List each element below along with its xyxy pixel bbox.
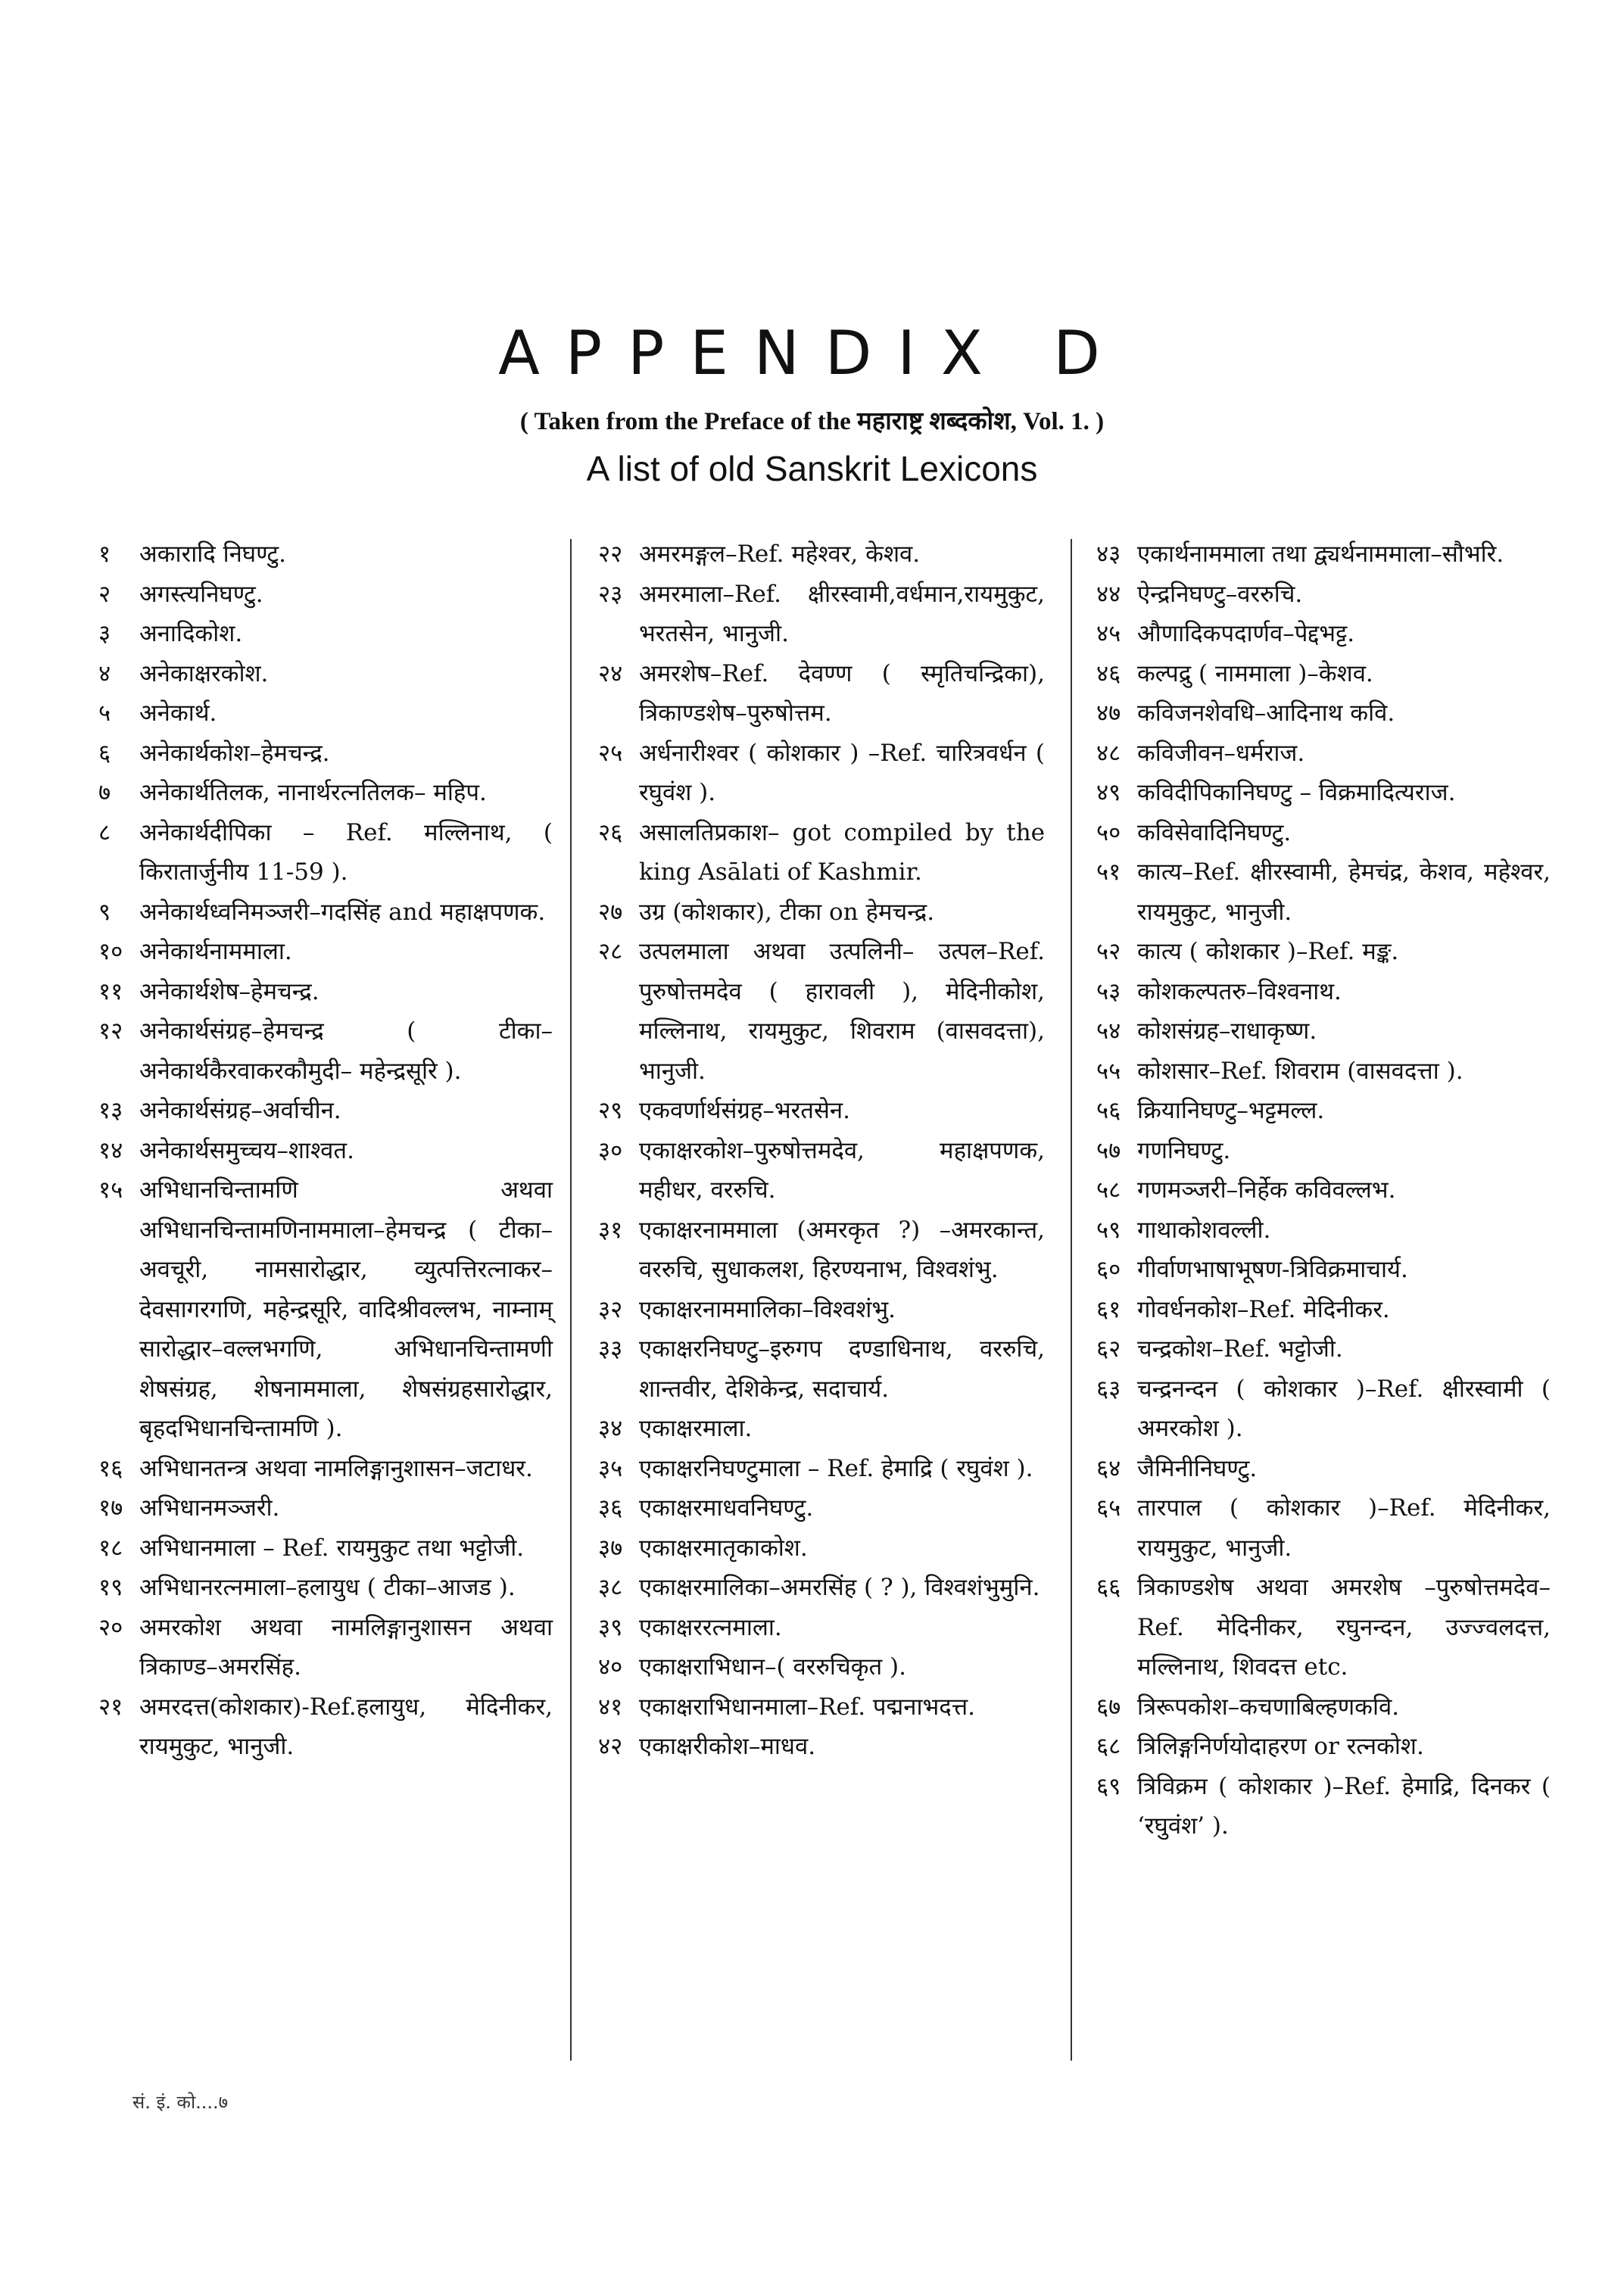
entry-text: गणमञ्जरी–निर्हेक कविवल्लभ. <box>1137 1176 1396 1204</box>
lexicon-entry <box>598 1488 1045 1528</box>
entry-number: ८ <box>98 818 111 846</box>
lexicon-entry <box>598 1608 1045 1648</box>
lexicon-entry <box>98 1011 553 1091</box>
entry-text: अकारादि निघण्टु. <box>139 541 286 568</box>
entry-text: अनेकाक्षरकोश. <box>139 659 269 687</box>
entry-number: ४५ <box>1096 620 1121 647</box>
entry-number: १६ <box>98 1454 123 1482</box>
entry-text: त्रिलिङ्गनिर्णयोदाहरण or रत्नकोश. <box>1137 1733 1424 1760</box>
lexicon-entry <box>1096 972 1551 1012</box>
entry-number: ५५ <box>1096 1057 1121 1085</box>
lexicon-entry <box>98 1608 553 1687</box>
lexicon-entry <box>1096 852 1551 932</box>
lexicon-entry <box>598 1290 1045 1330</box>
entry-number: ४८ <box>1096 739 1121 767</box>
lexicon-entry <box>598 932 1045 1091</box>
lexicon-entry <box>1096 1329 1551 1369</box>
entry-number: १८ <box>98 1534 123 1562</box>
lexicon-entry <box>1096 932 1551 972</box>
lexicon-entry <box>1096 1091 1551 1131</box>
entry-text: एकाक्षररत्नमाला. <box>639 1613 782 1641</box>
lexicon-entry <box>598 1727 1045 1767</box>
entry-number: ३२ <box>598 1295 623 1323</box>
entry-text: अमरदत्त(कोशकार)-Ref.हलायुध, मेदिनीकर, रायमुकुट, भानुजी. <box>139 1693 553 1760</box>
entry-number: १९ <box>98 1574 123 1601</box>
lexicon-entry <box>598 734 1045 813</box>
entry-number: ४० <box>598 1653 623 1681</box>
entry-text: उग्र (कोशकार), टीका on हेमचन्द्र. <box>639 898 935 926</box>
entry-number: २६ <box>598 818 623 846</box>
lexicon-entry <box>598 1329 1045 1409</box>
entry-text: एकाक्षरनिघण्टु–इरुगप दण्डाधिनाथ, वररुचि, शान्तवीर, देशिकेन्द्र, सदाचार्य. <box>639 1335 1045 1403</box>
entry-number: ४९ <box>1096 779 1121 806</box>
entry-text: कोशसार–Ref. शिवराम (वासवदत्ता ). <box>1137 1057 1463 1085</box>
entry-text: अनेकार्थसंग्रह–हेमचन्द्र ( टीका– अनेकार्थकैरवाकरकौमुदी– महेन्द्रसूरि ). <box>139 1017 553 1085</box>
lexicon-entry <box>1096 1250 1551 1290</box>
entry-text: अनेकार्थसंग्रह–अर्वाचीन. <box>139 1097 341 1124</box>
entry-text: गाथाकोशवल्ली. <box>1137 1216 1271 1244</box>
entry-text: एकवर्णार्थसंग्रह–भरतसेन. <box>639 1097 850 1124</box>
entry-text: तारपाल ( कोशकार )–Ref. मेदिनीकर, रायमुकुट, भानुजी. <box>1137 1494 1551 1562</box>
entry-text: अनेकार्थदीपिका – Ref. मल्लिनाथ, ( किरातार्जुनीय 11-59 ). <box>139 818 553 886</box>
entry-number: ३० <box>598 1136 623 1164</box>
column-divider <box>570 539 572 2061</box>
lexicon-entry <box>598 1528 1045 1569</box>
entry-text: त्रिरूपकोश–कचणाबिल्हणकवि. <box>1137 1693 1400 1721</box>
entry-number: ९ <box>98 898 111 926</box>
entry-number: ५९ <box>1096 1216 1121 1244</box>
lexicon-entry <box>98 734 553 774</box>
column-divider <box>1071 539 1072 2061</box>
entry-text: कोशसंग्रह–राधाकृष्ण. <box>1137 1017 1317 1045</box>
entry-number: ५८ <box>1096 1176 1121 1204</box>
lexicon-entry <box>598 534 1045 575</box>
lexicon-column-2 <box>598 534 1045 1767</box>
entry-number: ३ <box>98 620 111 647</box>
entry-number: ५१ <box>1096 858 1121 886</box>
list-heading: A list of old Sanskrit Lexicons <box>586 449 1038 488</box>
entry-text: कात्य ( कोशकार )–Ref. मङ्क. <box>1137 938 1399 965</box>
lexicon-entry <box>598 1091 1045 1131</box>
lexicon-entry <box>1096 614 1551 654</box>
lexicon-entry <box>98 1091 553 1131</box>
entry-text: कविजीवन–धर्मराज. <box>1137 739 1305 767</box>
lexicon-entry <box>98 534 553 575</box>
lexicon-entry <box>1096 1449 1551 1489</box>
entry-text: अनेकार्थसमुच्चय–शाश्वत. <box>139 1136 354 1164</box>
entry-number: ५३ <box>1096 977 1121 1005</box>
lexicon-entry <box>598 575 1045 654</box>
entry-text: गणनिघण्टु. <box>1137 1136 1231 1164</box>
entry-number: ६ <box>98 739 111 767</box>
entry-text: अनेकार्थशेष–हेमचन्द्र. <box>139 977 320 1005</box>
lexicon-entry <box>98 972 553 1012</box>
entry-number: २८ <box>598 938 623 965</box>
entry-text: एकाक्षराभिधानमाला–Ref. पद्मनाभदत्त. <box>639 1693 976 1721</box>
lexicon-entry <box>1096 575 1551 615</box>
entry-number: ५० <box>1096 818 1121 846</box>
lexicon-entry <box>598 654 1045 734</box>
entry-text: उत्पलमाला अथवा उत्पलिनी– उत्पल–Ref. पुरुषोत्तमदेव ( हारावली ), मेदिनीकोश, मल्लिनाथ, रायमुकुट, शिवराम (वासवदत्ता), भानुजी. <box>639 938 1045 1085</box>
entry-number: ३८ <box>598 1574 623 1601</box>
page-title: APPENDIX D <box>498 318 1126 388</box>
entry-number: १७ <box>98 1494 123 1522</box>
lexicon-entry <box>1096 1488 1551 1568</box>
lexicon-entry <box>98 813 553 893</box>
entry-number: ६३ <box>1096 1375 1121 1403</box>
entry-text: एकाक्षरनिघण्टुमाला – Ref. हेमाद्रि ( रघुवंश ). <box>639 1454 1033 1482</box>
entry-number: ३१ <box>598 1216 623 1244</box>
entry-text: त्रिकाण्डशेष अथवा अमरशेष –पुरुषोत्तमदेव–Ref. मेदिनीकर, रघुनन्दन, उज्ज्वलदत्त, मल्लिनाथ, शिवदत्त etc. <box>1137 1574 1551 1681</box>
lexicon-entry <box>1096 1568 1551 1687</box>
entry-text: अभिधानमाला – Ref. रायमुकुट तथा भट्टोजी. <box>139 1534 525 1562</box>
lexicon-entry <box>98 773 553 813</box>
entry-text: कविदीपिकानिघण्टु – विक्रमादित्यराज. <box>1137 779 1456 806</box>
entry-text: असालतिप्रकाश– got compiled by the king Asālati of Kashmir. <box>639 818 1045 886</box>
entry-text: एकाक्षरकोश–पुरुषोत्तमदेव, महाक्षपणक, महीधर, वररुचि. <box>639 1136 1045 1204</box>
entry-number: ६६ <box>1096 1574 1121 1601</box>
lexicon-entry <box>598 1131 1045 1210</box>
lexicon-entry <box>98 932 553 972</box>
entry-text: चन्द्रकोश–Ref. भट्टोजी. <box>1137 1335 1343 1363</box>
page-subtitle: ( Taken from the Preface of the महाराष्ट्र शब्दकोश, Vol. 1. ) <box>519 408 1105 435</box>
lexicon-entry <box>1096 1767 1551 1846</box>
entry-text: एकाक्षरनाममाला (अमरकृत ?) –अमरकान्त, वररुचि, सुधाकलश, हिरण्यनाभ, विश्वशंभु. <box>639 1216 1045 1283</box>
entry-number: २३ <box>598 580 623 608</box>
entry-number: ३४ <box>598 1415 623 1442</box>
entry-text: अभिधानचिन्तामणि अथवा अभिधानचिन्तामणिनाममाला–हेमचन्द्र ( टीका–अवचूरी, नामसारोद्धार, व्युत्पत्तिरत्नाकर– देवसागरगणि, महेन्द्रसूरि, वादिश्रीवल्लभ, नाम्नाम् सारोद्धार–वल्लभगणि, अभिधानचिन्तामणी शेषसंग्रह, शेषनाममाला, शेषसंग्रहसारोद्धार, बृहदभिधानचिन्तामणि ). <box>139 1176 553 1442</box>
entry-number: १५ <box>98 1176 123 1204</box>
lexicon-entry <box>598 1409 1045 1449</box>
entry-text: क्रियानिघण्टु–भट्टमल्ल. <box>1137 1097 1325 1124</box>
entry-number: १३ <box>98 1097 123 1124</box>
lexicon-entry <box>598 1568 1045 1608</box>
lexicon-entry <box>1096 1131 1551 1171</box>
lexicon-entry <box>98 1528 553 1569</box>
entry-text: चन्द्रनन्दन ( कोशकार )–Ref. क्षीरस्वामी ( अमरकोश ). <box>1137 1375 1551 1442</box>
entry-number: २२ <box>598 541 623 568</box>
entry-number: २१ <box>98 1693 123 1721</box>
entry-text: अभिधानमञ्जरी. <box>139 1494 280 1522</box>
entry-number: ६१ <box>1096 1295 1121 1323</box>
entry-number: ५४ <box>1096 1017 1121 1045</box>
entry-text: कविजनशेवधि–आदिनाथ कवि. <box>1137 699 1395 727</box>
entry-number: ६७ <box>1096 1693 1121 1721</box>
entry-number: ३३ <box>598 1335 623 1363</box>
lexicon-entry <box>1096 1369 1551 1449</box>
entry-number: ४४ <box>1096 580 1121 608</box>
entry-text: अनादिकोश. <box>139 620 243 647</box>
entry-text: अनेकार्थनाममाला. <box>139 938 292 965</box>
entry-text: अगस्त्यनिघण्टु. <box>139 580 263 608</box>
entry-number: ६० <box>1096 1256 1121 1283</box>
entry-text: अनेकार्थ. <box>139 699 217 727</box>
entry-text: एकाक्षरमालिका–अमरसिंह ( ? ), विश्वशंभुमुनि. <box>639 1574 1040 1601</box>
lexicon-entry <box>1096 1727 1551 1767</box>
entry-text: ऐन्द्रनिघण्टु–वररुचि. <box>1137 580 1303 608</box>
entry-number: ४२ <box>598 1733 623 1760</box>
entry-number: ३५ <box>598 1454 623 1482</box>
entry-text: गोवर्धनकोश–Ref. मेदिनीकर. <box>1137 1295 1390 1323</box>
entry-text: कविसेवादिनिघण्टु. <box>1137 818 1292 846</box>
entry-number: ७ <box>98 779 111 806</box>
entry-number: ३९ <box>598 1613 623 1641</box>
lexicon-entry <box>98 1131 553 1171</box>
lexicon-entry <box>98 1488 553 1528</box>
entry-number: ६५ <box>1096 1494 1121 1522</box>
lexicon-entry <box>1096 693 1551 734</box>
entry-text: अमरशेष–Ref. देवण्ण ( स्मृतिचन्द्रिका), त्रिकाण्डशेष–पुरुषोत्तम. <box>639 659 1045 727</box>
lexicon-entry <box>1096 1210 1551 1251</box>
entry-number: ४१ <box>598 1693 623 1721</box>
lexicon-entry <box>98 1568 553 1608</box>
lexicon-entry <box>598 1647 1045 1687</box>
lexicon-entry <box>1096 1011 1551 1051</box>
entry-number: ४३ <box>1096 541 1121 568</box>
entry-number: ३७ <box>598 1534 623 1562</box>
entry-text: एकाक्षरमाधवनिघण्टु. <box>639 1494 814 1522</box>
lexicon-entry <box>98 575 553 615</box>
entry-number: ६९ <box>1096 1772 1121 1800</box>
entry-text: अमरकोश अथवा नामलिङ्गानुशासन अथवा त्रिकाण्ड–अमरसिंह. <box>139 1613 553 1681</box>
lexicon-entry <box>98 693 553 734</box>
lexicon-entry <box>98 893 553 933</box>
entry-number: २७ <box>598 898 623 926</box>
entry-text: अनेकार्थतिलक, नानार्थरत्नतिलक– महिप. <box>139 779 487 806</box>
entry-text: कोशकल्पतरु–विश्वनाथ. <box>1137 977 1342 1005</box>
lexicon-entry <box>1096 773 1551 813</box>
lexicon-entry <box>1096 1051 1551 1092</box>
lexicon-entry <box>1096 534 1551 575</box>
entry-text: अभिधानरत्नमाला–हलायुध ( टीका–आजड ). <box>139 1574 516 1601</box>
entry-number: १ <box>98 541 111 568</box>
entry-number: ४६ <box>1096 659 1121 687</box>
page-signature: सं. इं. को....७ <box>132 2092 229 2113</box>
lexicon-entry <box>98 1170 553 1449</box>
lexicon-entry <box>1096 654 1551 694</box>
entry-number: १० <box>98 938 123 965</box>
lexicon-entry <box>598 813 1045 893</box>
lexicon-entry <box>98 1449 553 1489</box>
entry-text: एकाक्षराभिधान–( वररुचिकृत ). <box>639 1653 906 1681</box>
lexicon-column-3 <box>1096 534 1551 1846</box>
lexicon-entry <box>1096 813 1551 853</box>
lexicon-entry <box>98 1687 553 1767</box>
entry-number: २४ <box>598 659 623 687</box>
entry-number: २ <box>98 580 111 608</box>
entry-text: अमरमङ्गल–Ref. महेश्वर, केशव. <box>639 541 921 568</box>
lexicon-entry <box>598 893 1045 933</box>
entry-text: अभिधानतन्त्र अथवा नामलिङ्गानुशासन–जटाधर. <box>139 1454 533 1482</box>
entry-number: २९ <box>598 1097 623 1124</box>
entry-text: कल्पद्रु ( नाममाला )–केशव. <box>1137 659 1373 687</box>
entry-number: ११ <box>98 977 123 1005</box>
entry-number: ५६ <box>1096 1097 1121 1124</box>
entry-text: जैमिनीनिघण्टु. <box>1137 1454 1258 1482</box>
lexicon-entry <box>1096 1170 1551 1210</box>
entry-number: १४ <box>98 1136 123 1164</box>
entry-text: अमरमाला–Ref. क्षीरस्वामी,वर्धमान,रायमुकुट, भरतसेन, भानुजी. <box>639 580 1045 647</box>
lexicon-entry <box>98 654 553 694</box>
entry-number: ५७ <box>1096 1136 1121 1164</box>
lexicon-entry <box>1096 1290 1551 1330</box>
entry-number: ६२ <box>1096 1335 1121 1363</box>
entry-text: एकाक्षरमाला. <box>639 1415 753 1442</box>
entry-number: २० <box>98 1613 123 1641</box>
entry-number: ५ <box>98 699 111 727</box>
entry-number: १२ <box>98 1017 123 1045</box>
entry-text: औणादिकपदार्णव–पेद्दभट्ट. <box>1137 620 1355 647</box>
entry-number: ६४ <box>1096 1454 1121 1482</box>
entry-number: ४७ <box>1096 699 1121 727</box>
entry-text: एकाक्षरनाममालिका–विश्वशंभु. <box>639 1295 896 1323</box>
entry-text: गीर्वाणभाषाभूषण-त्रिविक्रमाचार्य. <box>1137 1256 1408 1283</box>
entry-text: कात्य–Ref. क्षीरस्वामी, हेमचंद्र, केशव, महेश्वर, रायमुकुट, भानुजी. <box>1137 858 1551 926</box>
entry-number: ३६ <box>598 1494 623 1522</box>
lexicon-entry <box>1096 1687 1551 1728</box>
lexicon-entry <box>598 1210 1045 1290</box>
lexicon-entry <box>98 614 553 654</box>
entry-text: एकाक्षरीकोश–माधव. <box>639 1733 816 1760</box>
entry-text: एकाक्षरमातृकाकोश. <box>639 1534 808 1562</box>
entry-number: २५ <box>598 739 623 767</box>
entry-text: त्रिविक्रम ( कोशकार )–Ref. हेमाद्रि, दिनकर ( ‘रघुवंश’ ). <box>1137 1772 1551 1840</box>
lexicon-entry <box>598 1449 1045 1489</box>
lexicon-entry <box>598 1687 1045 1728</box>
lexicon-column-1 <box>98 534 553 1767</box>
entry-number: ६८ <box>1096 1733 1121 1760</box>
entry-text: अर्धनारीश्वर ( कोशकार ) –Ref. चारित्रवर्धन ( रघुवंश ). <box>639 739 1045 806</box>
entry-text: एकार्थनाममाला तथा द्व्यर्थनाममाला–सौभरि. <box>1137 541 1504 568</box>
entry-text: अनेकार्थध्वनिमञ्जरी–गदसिंह and महाक्षपणक. <box>139 898 546 926</box>
lexicon-entry <box>1096 734 1551 774</box>
entry-text: अनेकार्थकोश–हेमचन्द्र. <box>139 739 330 767</box>
entry-number: ५२ <box>1096 938 1121 965</box>
entry-number: ४ <box>98 659 111 687</box>
